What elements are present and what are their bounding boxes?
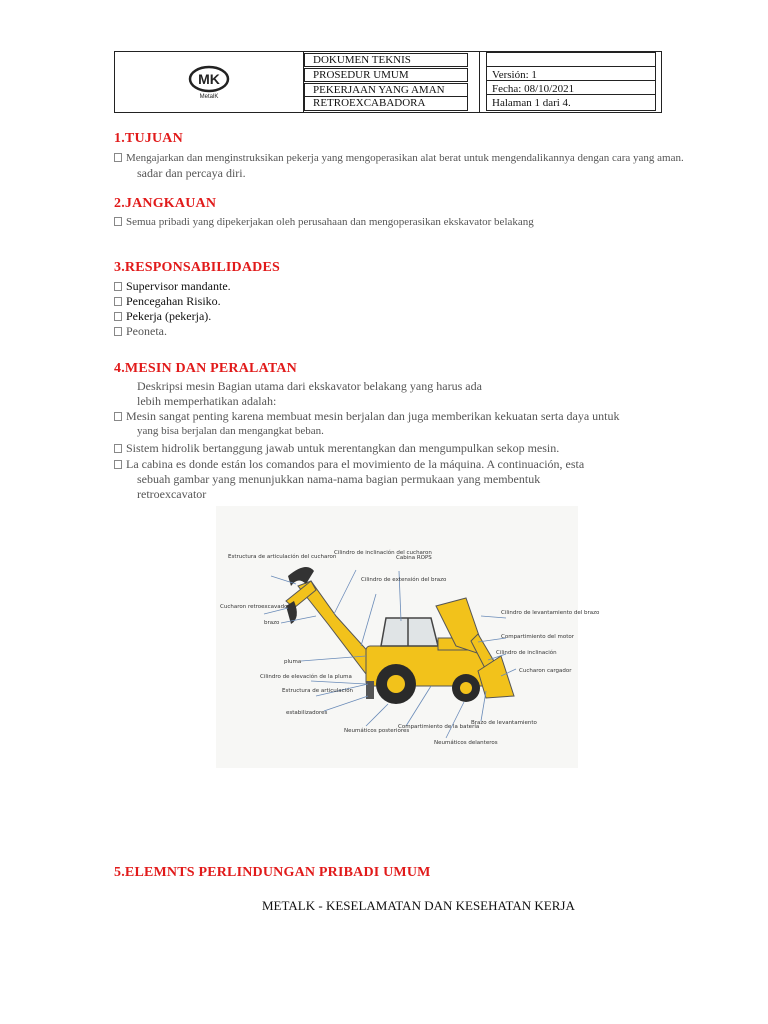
diagram-label-15: Brazo de levantamiento	[471, 720, 537, 726]
diagram-label-14: estabilizadores	[286, 710, 328, 716]
section-4-bullet-1: Mesin sangat penting karena membuat mesin berjalan dan juga memberikan kekuatan serta daya untuk	[114, 409, 620, 424]
diagram-label-13: Estructura de articulación	[282, 688, 354, 694]
page-text: Halaman 1 dari 4.	[492, 97, 571, 109]
section-1-line-2: sadar dan percaya diri.	[137, 166, 246, 180]
diagram-label-7: Cilindro de levantamiento del brazo	[501, 610, 600, 616]
diagram-label-6: brazo	[264, 620, 280, 626]
logo-text: MK	[197, 71, 220, 87]
diagram-label-17: Compartimiento de la batería	[398, 724, 480, 730]
section-4-bullet-2: Sistem hidrolik bertanggung jawab untuk merentangkan dan mengumpulkan sekop mesin.	[114, 441, 559, 456]
bullet-icon	[114, 297, 122, 306]
diagram-label-3: Cabina ROPS	[396, 555, 432, 561]
bullet-icon	[114, 282, 122, 291]
section-4-intro-1: Deskripsi mesin Bagian utama dari ekskavator belakang yang harus ada	[137, 379, 482, 393]
version-text: Versión: 1	[487, 67, 655, 81]
page-footer: METALK - KESELAMATAN DAN KESEHATAN KERJA	[262, 898, 575, 913]
backhoe-diagram	[216, 506, 600, 768]
logo-subtext: MetalK	[199, 94, 218, 100]
diagram-label-8: Compartimiento del motor	[501, 634, 575, 640]
bullet-icon	[114, 327, 122, 336]
diagram-label-9: Cilindro de inclinación	[496, 650, 557, 656]
document-meta-cell	[486, 52, 656, 111]
diagram-label-12: Cilindro de elevación de la pluma	[260, 674, 352, 680]
diagram-label-5: Cucharon retroexcavador	[220, 604, 290, 610]
bullet-icon	[114, 217, 122, 226]
diagram-label-11: Cucharon cargador	[519, 668, 572, 674]
bullet-icon	[114, 412, 122, 421]
section-4-bullet-3: La cabina es donde están los comandos para el movimiento de la máquina. A continuación, esta	[114, 457, 584, 472]
diagram-label-4: Cilindro de extensión del brazo	[361, 577, 447, 583]
bullet-icon	[114, 312, 122, 321]
doc-row-1: DOKUMEN TEKNIS	[304, 53, 468, 67]
meta-empty-row	[487, 53, 655, 67]
responsibility-item-2: Pencegahan Risiko.	[114, 294, 221, 309]
logo-cell	[114, 51, 304, 113]
section-3-heading: 3.RESPONSABILIDADES	[114, 260, 281, 275]
diagram-label-10: pluma	[284, 659, 302, 665]
section-4-bullet-3-cont: sebuah gambar yang menunjukkan nama-nama bagian permukaan yang membentuk	[137, 472, 541, 486]
bullet-icon	[114, 444, 122, 453]
responsibility-item-1: Supervisor mandante.	[114, 279, 231, 294]
section-2-line-1: Semua pribadi yang dipekerjakan oleh perusahaan dan mengoperasikan ekskavator belakang	[114, 215, 534, 229]
header-separator	[470, 51, 480, 113]
section-4-intro-2: lebih memperhatikan adalah:	[137, 394, 277, 408]
document-title-cell	[304, 51, 470, 113]
diagram-label-16: Neumáticos posteriores	[344, 728, 410, 734]
diagram-label-1: Estructura de articulación del cucharon	[228, 554, 337, 560]
section-5-heading: 5.ELEMNTS PERLINDUNGAN PRIBADI UMUM	[114, 865, 431, 880]
company-logo	[179, 62, 239, 102]
section-4-heading: 4.MESIN DAN PERALATAN	[114, 361, 297, 376]
date-text: Fecha: 08/10/2021	[487, 81, 655, 95]
section-1-heading: 1.TUJUAN	[114, 131, 183, 146]
doc-row-2: PROSEDUR UMUM	[304, 68, 468, 82]
responsibility-item-4: Peoneta.	[114, 324, 167, 339]
diagram-label-2: Cilindro de inclinación del cucharon	[334, 550, 432, 556]
bullet-icon	[114, 460, 122, 469]
backhoe-illustration	[216, 506, 600, 768]
section-4-bullet-3-cont-2: retroexcavator	[137, 487, 207, 501]
responsibility-item-3: Pekerja (pekerja).	[114, 309, 211, 324]
bullet-icon	[114, 153, 122, 162]
diagram-label-18: Neumáticos delanteros	[434, 740, 498, 746]
doc-row-3: PEKERJAAN YANG AMAN	[304, 83, 468, 97]
doc-row-4: RETROEXCABADORA	[304, 97, 468, 111]
section-1-line-1: Mengajarkan dan menginstruksikan pekerja yang mengoperasikan alat berat untuk mengendalikannya dengan cara yang aman.	[114, 151, 684, 165]
section-4-bullet-1-cont: yang bisa berjalan dan mengangkat beban.	[137, 425, 324, 437]
section-2-heading: 2.JANGKAUAN	[114, 196, 217, 211]
